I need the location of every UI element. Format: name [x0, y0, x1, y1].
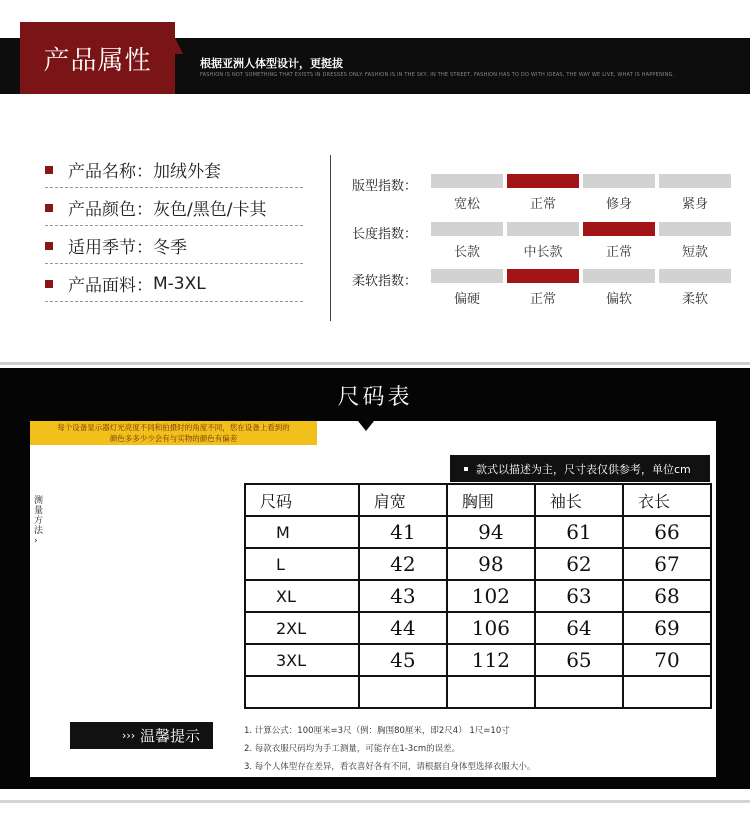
- index-segment: [583, 174, 655, 188]
- warning-line: 每个设备显示器灯光亮度不同和拍摄时的角度不同，您在设备上看到的: [57, 423, 290, 432]
- arrows-icon: ›››: [122, 729, 136, 742]
- table-cell: 65: [535, 644, 623, 676]
- index-option: 宽松: [453, 197, 480, 212]
- table-row: [245, 612, 711, 644]
- attribute-value: M-3XL: [153, 273, 206, 294]
- attribute-label: 产品颜色：: [68, 200, 153, 220]
- tips-heading-label: 温馨提示: [140, 727, 201, 745]
- table-cell: 98: [447, 548, 535, 580]
- index-segment: [659, 174, 731, 188]
- index-option: 修身: [605, 197, 632, 212]
- table-cell: 94: [447, 516, 535, 548]
- section-title: 产品属性: [43, 45, 152, 76]
- table-cell: 3XL: [245, 644, 359, 676]
- tip-note: 2. 每款衣服尺码均为手工测量，可能存在1-3cm的误差。: [244, 744, 461, 754]
- table-cell: 41: [359, 516, 447, 548]
- table-cell: M: [245, 516, 359, 548]
- tips-heading: [70, 722, 213, 749]
- attribute-label: 产品名称：: [68, 162, 153, 182]
- index-option: 正常: [529, 292, 556, 307]
- vertical-divider: [330, 155, 331, 321]
- attribute-row: [45, 228, 303, 264]
- index-option: 偏软: [605, 292, 632, 307]
- column-header: 胸围: [447, 484, 535, 516]
- index-segment: [431, 174, 503, 188]
- tip-note: 1. 计算公式：100厘米=3尺（例：胸围80厘米，即2尺4） 1尺=10寸: [244, 726, 510, 736]
- index-option: 正常: [605, 245, 632, 260]
- index-label-softness: 柔软指数：: [352, 274, 418, 289]
- table-cell: 68: [623, 580, 711, 612]
- attribute-value: 灰色/黑色/卡其: [153, 200, 267, 220]
- index-segment: [431, 222, 503, 236]
- index-segment-selected: [507, 174, 579, 188]
- section-separator: [0, 362, 750, 365]
- title-pointer-icon: [358, 421, 374, 431]
- table-cell: 66: [623, 516, 711, 548]
- bullet-square-icon: [45, 280, 53, 288]
- table-cell: 45: [359, 644, 447, 676]
- table-cell: 112: [447, 644, 535, 676]
- index-segment: [659, 269, 731, 283]
- column-header: 肩宽: [359, 484, 447, 516]
- column-header: 尺码: [245, 484, 359, 516]
- table-cell: 44: [359, 612, 447, 644]
- index-segment: [583, 269, 655, 283]
- table-row: [245, 516, 711, 548]
- table-row-empty: [245, 676, 711, 708]
- attribute-value: 冬季: [153, 238, 187, 258]
- attribute-row: [45, 190, 303, 226]
- index-option: 紧身: [681, 197, 708, 212]
- attribute-value: 加绒外套: [153, 162, 221, 182]
- table-cell: XL: [245, 580, 359, 612]
- table-cell: 61: [535, 516, 623, 548]
- table-cell: [623, 676, 711, 708]
- index-option: 正常: [529, 197, 556, 212]
- table-cell: [245, 676, 359, 708]
- bullet-square-icon: [45, 242, 53, 250]
- bullet-square-icon: [45, 166, 53, 174]
- index-segment: [431, 269, 503, 283]
- measure-method-label: 测量方法 ›: [34, 496, 44, 546]
- attribute-label: 适用季节：: [68, 238, 153, 258]
- table-cell: 2XL: [245, 612, 359, 644]
- index-segment-selected: [583, 222, 655, 236]
- index-segment-selected: [507, 269, 579, 283]
- table-cell: 67: [623, 548, 711, 580]
- index-option: 长款: [453, 245, 480, 260]
- warning-line: 颜色多多少少会有与实物的颜色有偏差: [109, 434, 238, 443]
- tip-note: 3. 每个人体型存在差异，看衣喜好各有不同，请根据自身体型选择衣服大小。: [244, 762, 536, 772]
- table-cell: 106: [447, 612, 535, 644]
- table-cell: 70: [623, 644, 711, 676]
- index-option: 柔软: [681, 292, 708, 307]
- unit-notice-text: 款式以描述为主，尺寸表仅供参考，单位cm: [476, 462, 691, 476]
- header-slogan: 根据亚洲人体型设计，更挺拔: [200, 57, 343, 70]
- table-cell: L: [245, 548, 359, 580]
- bottom-separator: [0, 800, 750, 803]
- column-header: 衣长: [623, 484, 711, 516]
- table-cell: 43: [359, 580, 447, 612]
- header-subtext: FASHION IS NOT SOMETHING THAT EXISTS IN DRESSES ONLY. FASHION IS IN THE SKY, IN THE STREET, FASHION HAS TO DO WITH IDEAS, THE WAY WE LIVE, WHAT IS HAPPENING.: [200, 72, 675, 78]
- attribute-row: [45, 266, 303, 302]
- table-row: [245, 548, 711, 580]
- column-header: 袖长: [535, 484, 623, 516]
- index-segment: [507, 222, 579, 236]
- index-option: 中长款: [523, 245, 563, 260]
- table-cell: [535, 676, 623, 708]
- table-header-row: [245, 484, 711, 516]
- bullet-dot-icon: [464, 467, 468, 471]
- table-cell: 42: [359, 548, 447, 580]
- color-warning-banner: [30, 421, 317, 445]
- index-segment: [659, 222, 731, 236]
- table-cell: 64: [535, 612, 623, 644]
- section-title-tab: [20, 22, 175, 94]
- unit-notice: [450, 455, 710, 482]
- table-cell: 62: [535, 548, 623, 580]
- index-label-length: 长度指数：: [352, 227, 418, 242]
- table-cell: 69: [623, 612, 711, 644]
- table-row: [245, 644, 711, 676]
- size-section-title: 尺码表: [337, 385, 413, 410]
- attribute-label: 产品面料：: [68, 276, 153, 296]
- attribute-row: [45, 152, 303, 188]
- table-cell: 102: [447, 580, 535, 612]
- index-option: 短款: [681, 245, 708, 260]
- table-cell: 63: [535, 580, 623, 612]
- index-label-fit: 版型指数：: [352, 179, 418, 194]
- bullet-square-icon: [45, 204, 53, 212]
- table-cell: [447, 676, 535, 708]
- index-option: 偏硬: [453, 292, 480, 307]
- table-cell: [359, 676, 447, 708]
- table-row: [245, 580, 711, 612]
- size-table: [244, 483, 712, 709]
